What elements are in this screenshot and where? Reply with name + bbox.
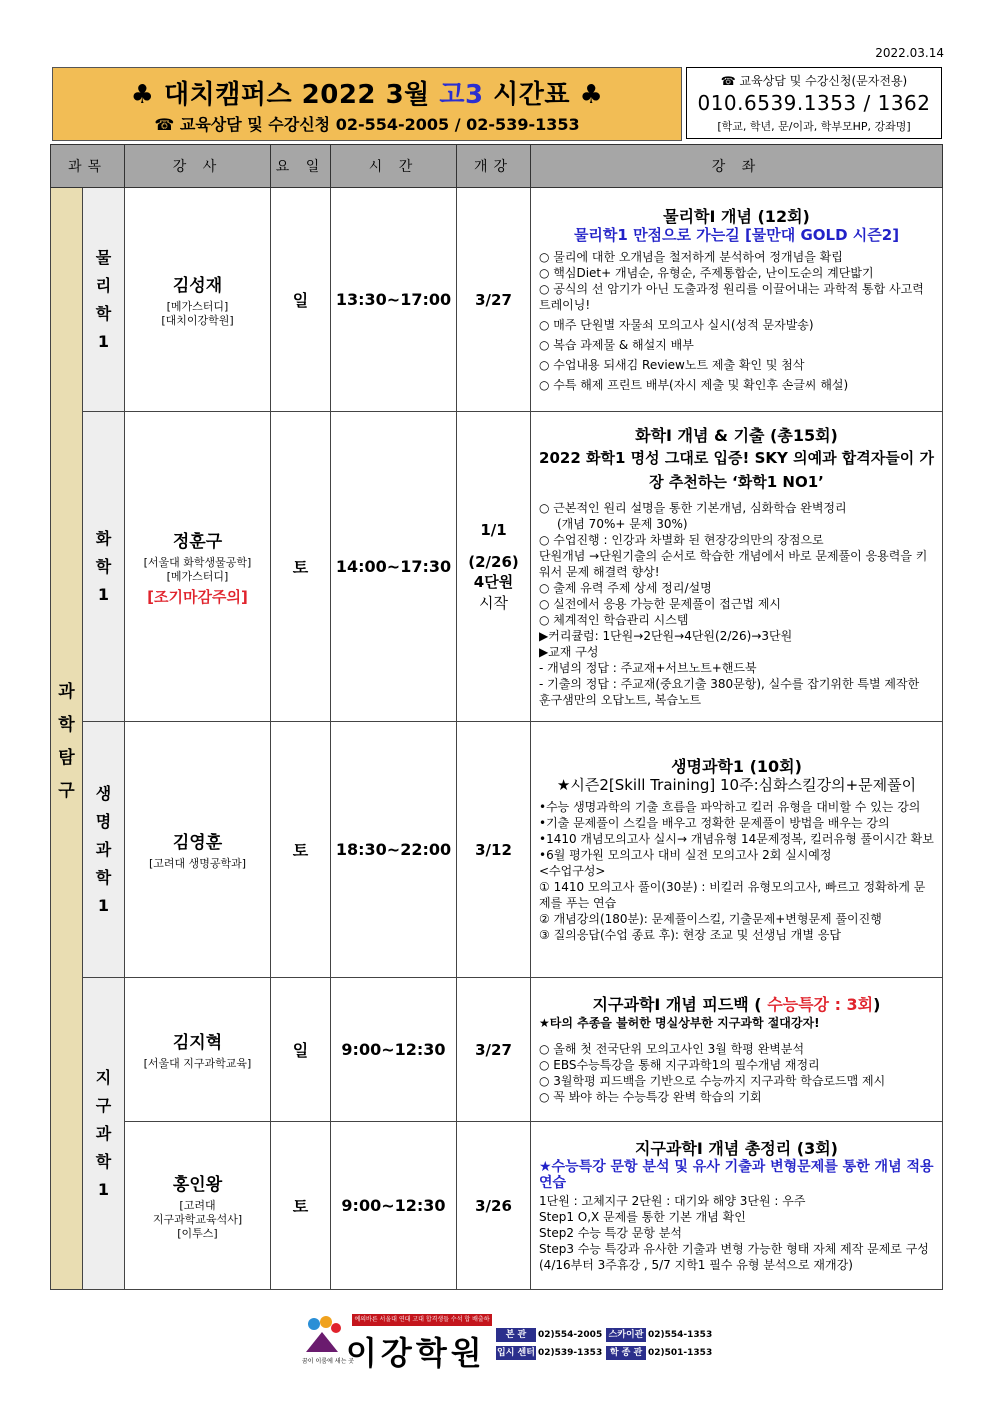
page-title (53, 74, 681, 111)
subject-char: 학 (95, 303, 112, 323)
category-char: 탐 (58, 747, 75, 768)
start-date-note: 시작 (479, 593, 508, 612)
course-line: ① 1410 모의고사 풀이(30분) : 비킬러 유형모의고사, 빠르고 정확하게 문제를 푸는 연습 (539, 879, 926, 910)
teacher-cell (125, 412, 271, 722)
course-subtitle: 물리학1 만점으로 가는길 [물만대 GOLD 시즌2] (573, 225, 900, 244)
teacher-cell (125, 978, 271, 1122)
start-date-note: 4단원 (473, 572, 514, 591)
sms-contact-label: ☎ 교육상담 및 수강신청(문자전용) (720, 74, 908, 88)
course-line: ② 개념강의(180분): 문제풀이스킬, 기출문제+변형문제 풀이진행 (539, 911, 882, 926)
title-banner (52, 67, 682, 141)
class-time: 18:30~22:00 (331, 722, 457, 978)
subject-earth-science (83, 978, 125, 1290)
course-line: Step2 수능 특강 문항 분석 (539, 1225, 682, 1240)
table-row (51, 188, 943, 412)
course-title (539, 994, 934, 1014)
subject-char: 과 (95, 839, 112, 859)
subject-life-science (83, 722, 125, 978)
course-line: ○ 체계적인 학습관리 시스템 (539, 612, 689, 627)
course-line: Step1 O,X 문제를 통한 기본 개념 확인 (539, 1209, 746, 1224)
teacher-info: [서울대 화학생물공학] (143, 555, 252, 569)
table-row (51, 722, 943, 978)
branch-phone: 02)539-1353 (538, 1348, 603, 1358)
course-line: - 개념의 정답 : 주교재+서브노트+핸드북 (539, 660, 757, 675)
class-time: 13:30~17:00 (331, 188, 457, 412)
course-line: ○ 출제 유력 주제 상세 정리/설명 (539, 580, 712, 595)
class-time: 14:00~17:30 (331, 412, 457, 722)
title-text-pre: 대치캠퍼스 2022 3월 (164, 80, 440, 110)
class-day: 토 (271, 412, 331, 722)
subject-char: 1 (97, 895, 110, 915)
start-date-value: 1/1 (480, 520, 507, 539)
subject-char: 지 (95, 1067, 112, 1087)
subject-char: 학 (95, 556, 112, 576)
subject-char: 물 (95, 247, 112, 267)
subject-char: 화 (95, 528, 112, 548)
course-line: ○ EBS수능특강을 통해 지구과학1의 필수개념 재정리 (539, 1057, 820, 1072)
course-subtitle: ★타의 추종을 불허한 명실상부한 지구과학 절대강자! (539, 1015, 820, 1030)
course-title-text: 지구과학Ⅰ 개념 피드백 ( (592, 994, 768, 1014)
course-line: •6월 평가원 모의고사 대비 실전 모의고사 2회 실시예정 (539, 847, 832, 862)
class-day: 토 (271, 722, 331, 978)
club-icon: ♣ (579, 80, 604, 110)
course-line: ▶교재 구성 (539, 644, 599, 659)
subject-char: 1 (97, 584, 110, 604)
course-line: ○ 실전에서 응용 가능한 문제풀이 접근법 제시 (539, 596, 782, 611)
course-line: ○ 근본적인 원리 설명을 통한 기본개념, 심화학습 완벽정리 (539, 500, 847, 515)
course-line: ○ 수업내용 되새김 Review노트 제출 확인 및 첨삭 (539, 357, 805, 372)
branch-label: 학 종 관 (606, 1346, 646, 1360)
subject-chemistry (83, 412, 125, 722)
start-date: 3/12 (457, 722, 531, 978)
course-line: - 기출의 정답 : 주교재(중요기출 380문항), 실수를 잡기위한 특별 제작한 훈구샘만의 오답노트, 복습노트 (539, 676, 920, 707)
header-subject: 과목 (51, 145, 125, 188)
course-line: ○ 물리에 대한 오개념을 철저하게 분석하여 정개념을 확립 (539, 249, 843, 264)
branch-hakjong (606, 1346, 712, 1360)
course-line: Step3 수능 특강과 유사한 기출과 변형 가능한 형태 자체 제작 문제로 구성 (539, 1241, 929, 1256)
club-icon: ♣ (130, 80, 155, 110)
header-teacher: 강 사 (125, 145, 271, 188)
document-date: 2022.03.14 (875, 46, 944, 60)
subject-char: 학 (95, 1151, 112, 1171)
class-day: 토 (271, 1122, 331, 1290)
branch-phone: 02)501-1353 (648, 1348, 713, 1358)
course-line: (개념 70%+ 문제 30%) (557, 516, 688, 531)
branch-sky (606, 1328, 712, 1342)
sms-contact-box (686, 67, 942, 139)
course-line: •기출 문제풀이 스킬을 배우고 정확한 문제풀이 방법을 배우는 강의 (539, 815, 890, 830)
course-line: ③ 질의응답(수업 종료 후): 현장 조교 및 선생님 개별 응답 (539, 927, 841, 942)
table-header-row (51, 145, 943, 188)
table-row (51, 1122, 943, 1290)
course-title: 생명과학1 (10회) (671, 756, 802, 776)
course-title: 지구과학Ⅰ 개념 총정리 (3회) (635, 1138, 838, 1158)
course-title: 화학Ⅰ 개념 & 기출 (총15회) (635, 425, 838, 445)
branch-main (496, 1328, 602, 1342)
branch-label: 본 관 (496, 1328, 536, 1342)
course-cell (531, 722, 943, 978)
course-line: ○ 꼭 봐야 하는 수능특강 완벽 학습의 기회 (539, 1089, 762, 1104)
category-science (51, 188, 83, 1290)
class-time: 9:00~12:30 (331, 1122, 457, 1290)
course-line: ○ 수특 해제 프린트 배부(자시 제출 및 확인후 손글씨 해설) (539, 377, 849, 392)
class-time: 9:00~12:30 (331, 978, 457, 1122)
teacher-name: 김성재 (172, 276, 223, 296)
teacher-cell (125, 188, 271, 412)
header-start: 개강 (457, 145, 531, 188)
logo-small-text: 꿈이 이룸에 새는 곳 (302, 1358, 355, 1365)
table-row (51, 978, 943, 1122)
course-cell (531, 978, 943, 1122)
teacher-info: [이투스] (177, 1227, 218, 1240)
teacher-info: [대치이강학원] (161, 314, 234, 327)
class-day: 일 (271, 978, 331, 1122)
course-subtitle: 2022 화학1 명성 그대로 입증! SKY 의예과 합격자들이 가장 추천하는 ‘화학1 NO1’ (539, 448, 934, 491)
teacher-name: 김지혁 (172, 1033, 223, 1053)
start-date: 3/27 (457, 978, 531, 1122)
subject-char: 1 (97, 331, 110, 351)
phone-icon: ☎ (154, 115, 175, 134)
branch-admission (496, 1346, 602, 1360)
course-cell (531, 1122, 943, 1290)
subject-char: 학 (95, 867, 112, 887)
banner-phone-text: 교육상담 및 수강신청 02-554-2005 / 02-539-1353 (179, 115, 580, 134)
teacher-info: [서울대 지구과학교육] (143, 1057, 252, 1070)
academy-logo-text: 이강학원 (346, 1334, 486, 1372)
start-date (457, 412, 531, 722)
teacher-info: [고려대 (179, 1199, 216, 1212)
course-line: (4/16부터 3주휴강 , 5/7 지학1 필수 유형 분석으로 재개강) (539, 1257, 853, 1272)
sms-contact-format: [학교, 학년, 문/이과, 학부모HP, 강좌명] (717, 120, 911, 133)
header-day: 요 일 (271, 145, 331, 188)
start-date-note: (2/26) (468, 552, 519, 571)
table-row (51, 412, 943, 722)
header-course: 강 좌 (531, 145, 943, 188)
course-cell (531, 412, 943, 722)
grade-label: 고3 (439, 80, 484, 110)
title-text-post: 시간표 (483, 80, 570, 110)
early-close-notice: [조기마감주의] (147, 587, 248, 606)
teacher-info: 지구과학교육석사] (152, 1213, 243, 1226)
branch-label: 입시 센터 (497, 1348, 535, 1358)
academy-footer (300, 1310, 720, 1372)
course-line: ○ 복습 과제물 & 해설지 배부 (539, 337, 694, 352)
course-line: 1단원 : 고체지구 2단원 : 대기와 해양 3단원 : 우주 (539, 1193, 806, 1208)
academy-logo-icon (300, 1312, 344, 1356)
course-cell (531, 188, 943, 412)
subject-physics (83, 188, 125, 412)
course-title-text: ) (873, 994, 881, 1014)
teacher-name: 홍인왕 (172, 1175, 223, 1195)
branch-label: 스카이관 (606, 1328, 646, 1342)
subject-char: 구 (95, 1095, 112, 1115)
teacher-info: [메가스터디] (166, 300, 229, 313)
category-char: 과 (58, 681, 75, 702)
course-line: ○ 올해 첫 전국단위 모의고사인 3월 학평 완벽분석 (539, 1041, 805, 1056)
category-char: 학 (58, 714, 75, 735)
timetable (50, 144, 943, 1290)
teacher-cell (125, 722, 271, 978)
banner-phone (53, 112, 681, 135)
branch-phone: 02)554-1353 (648, 1330, 713, 1340)
subject-char: 리 (95, 275, 112, 295)
category-char: 구 (58, 780, 75, 801)
course-subtitle: ★시즌2[Skill Training] 10주:심화스킬강의+문제풀이 (556, 775, 917, 794)
course-line: •1410 개념모의고사 실시→ 개념유형 14문제정복, 킬러유형 풀이시간 확보 (539, 831, 934, 846)
course-line: ▶커리큘럼: 1단원→2단원→4단원(2/26)→3단원 (539, 628, 793, 643)
course-line: ○ 매주 단원별 자물쇠 모의고사 실시(성적 문자발송) (539, 317, 814, 332)
class-day: 일 (271, 188, 331, 412)
course-line: ○ 3월학평 피드백을 기반으로 수능까지 지구과학 학습로드맵 제시 (539, 1073, 886, 1088)
branch-phone: 02)554-2005 (538, 1330, 603, 1340)
sms-contact-number: 010.6539.1353 / 1362 (697, 91, 931, 115)
subject-char: 1 (97, 1179, 110, 1199)
start-date: 3/27 (457, 188, 531, 412)
course-line: <수업구성> (539, 863, 606, 878)
teacher-cell (125, 1122, 271, 1290)
course-line: ○ 공식의 선 암기가 아닌 도출과정 원리를 이끌어내는 과학적 통합 사고력 트레이닝! (539, 281, 924, 312)
teacher-info: [메가스터디] (166, 569, 229, 583)
course-line: ○ 수업진행 : 인강과 차별화 된 현장강의만의 장점으로 (539, 532, 824, 547)
course-title-highlight: 수능특강 : 3회 (767, 994, 874, 1014)
start-date: 3/26 (457, 1122, 531, 1290)
teacher-name: 정훈구 (172, 531, 223, 552)
header-time: 시 간 (331, 145, 457, 188)
subject-char: 생 (95, 783, 112, 803)
subject-char: 과 (95, 1123, 112, 1143)
course-title: 물리학Ⅰ 개념 (12회) (663, 206, 810, 226)
course-line: •수능 생명과학의 기출 흐름을 파악하고 킬러 유형을 대비할 수 있는 강의 (539, 799, 921, 814)
teacher-name: 김영훈 (172, 833, 223, 853)
subject-char: 명 (95, 811, 112, 831)
logo-tagline: 예의바른 서울대 연대 고대 합격생들 수석 합 배출하는 (352, 1314, 492, 1326)
course-line: 단원개념 →단원기출의 순서로 학습한 개념에서 바로 문제풀이 응용력을 키워서 문제 해결력 향상! (539, 548, 928, 579)
teacher-info: [고려대 생명공학과] (148, 857, 247, 870)
course-line: ○ 핵심Diet+ 개념순, 유형순, 주제통합순, 난이도순의 계단밟기 (539, 265, 874, 280)
course-subtitle: ★수능특강 문항 분석 및 유사 기출과 변형문제를 통한 개념 적용 연습 (539, 1158, 934, 1191)
